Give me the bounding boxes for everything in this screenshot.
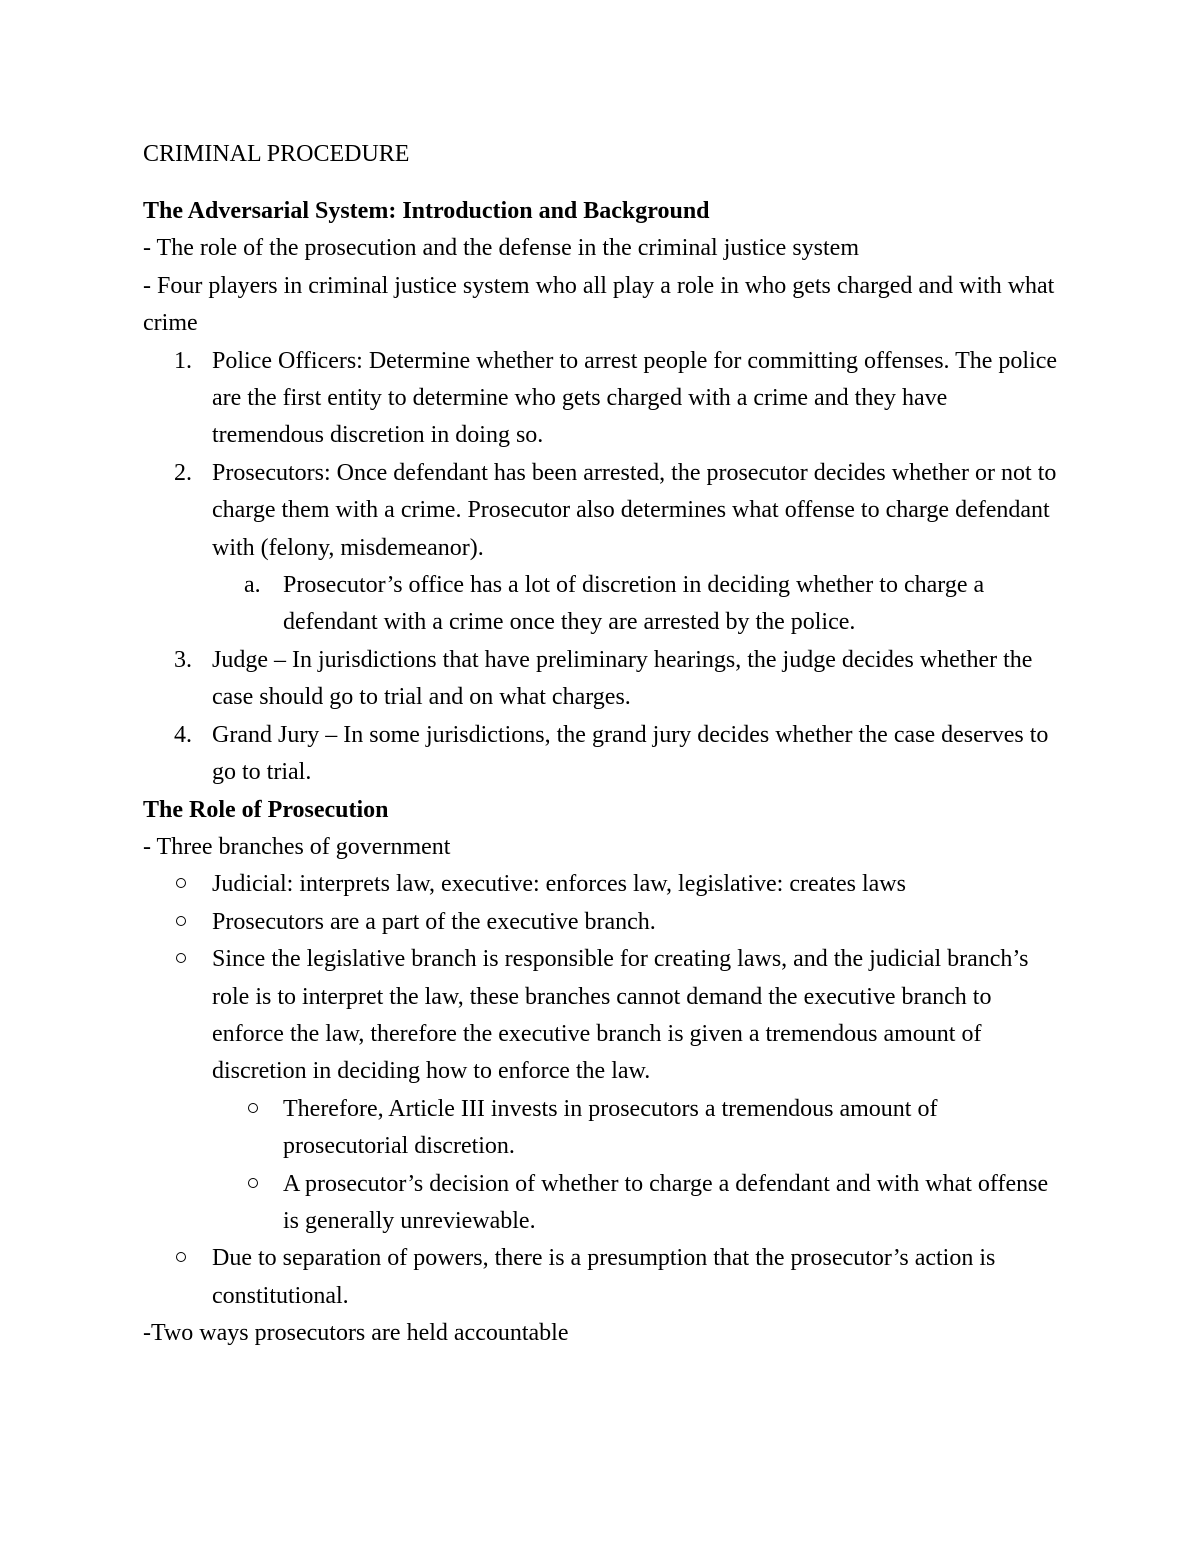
hollow-circle-bullet-icon xyxy=(176,953,186,963)
list-subitem-prosecutor-office xyxy=(143,567,1063,642)
list-item-text: Judge – In jurisdictions that have preliminary hearings, the judge decides whether the case should go to trial and on what charges. xyxy=(212,646,1033,711)
list-item-grand-jury xyxy=(143,717,1063,792)
bullet-text: Since the legislative branch is responsible for creating laws, and the judicial branch’s role is to interpret the law, these branches cannot demand the executive branch to enforce the law, therefore the executive branch is given a tremendous amount of discretion in deciding how to enforce the law. xyxy=(212,946,1029,1085)
list-number: 3. xyxy=(174,646,192,673)
document-title: CRIMINAL PROCEDURE xyxy=(143,141,410,167)
bullet-item-legislative-branch xyxy=(143,941,1063,1091)
hollow-circle-bullet-icon xyxy=(248,1103,258,1113)
hollow-circle-bullet-icon xyxy=(176,1252,186,1262)
list-number: 1. xyxy=(174,347,192,374)
list-item-prosecutors xyxy=(143,455,1063,567)
text-line-four-players: - Four players in criminal justice system who all play a role in who gets charged and with what crime xyxy=(143,272,1055,337)
hollow-circle-bullet-icon xyxy=(248,1178,258,1188)
list-item-text: Prosecutors: Once defendant has been arrested, the prosecutor decides whether or not to charge them with a crime. Prosecutor also determines what offense to charge defendant with (felony, misdemeanor). xyxy=(212,459,1057,561)
players-numbered-list xyxy=(143,343,1063,792)
bullet-text: Judicial: interprets law, executive: enforces law, legislative: creates laws xyxy=(212,871,906,898)
bullet-item-judicial-executive-legislative xyxy=(143,866,1063,903)
document-body xyxy=(143,193,1063,1353)
section-heading-role-of-prosecution: The Role of Prosecution xyxy=(143,796,389,823)
bullet-text: Prosecutors are a part of the executive branch. xyxy=(212,908,656,935)
text-line-three-branches: - Three branches of government xyxy=(143,833,451,860)
bullet-item-separation-of-powers xyxy=(143,1240,1063,1315)
bullet-text: Therefore, Article III invests in prosecutors a tremendous amount of prosecutorial discretion. xyxy=(283,1095,938,1160)
sub-bullet-item-unreviewable xyxy=(143,1166,1063,1241)
list-number: 2. xyxy=(174,459,192,486)
list-item-text: Police Officers: Determine whether to arrest people for committing offenses. The police are the first entity to determine who gets charged with a crime and they have tremendous discretion in doing so. xyxy=(212,347,1058,449)
sub-bullet-item-article-iii xyxy=(143,1091,1063,1166)
list-item-judge xyxy=(143,642,1063,717)
bullet-text: A prosecutor’s decision of whether to charge a defendant and with what offense is generally unreviewable. xyxy=(283,1170,1049,1234)
list-item-police-officers xyxy=(143,343,1063,455)
list-number: 4. xyxy=(174,721,192,748)
list-item-text: Prosecutor’s office has a lot of discretion in deciding whether to charge a defendant with a crime once they are arrested by the police. xyxy=(283,572,985,636)
bullet-item-prosecutors-executive xyxy=(143,904,1063,941)
hollow-circle-bullet-icon xyxy=(176,878,186,888)
text-line-role-of-prosecution-defense: - The role of the prosecution and the defense in the criminal justice system xyxy=(143,235,860,262)
list-letter: a. xyxy=(244,572,261,599)
hollow-circle-bullet-icon xyxy=(176,916,186,926)
bullet-text: Due to separation of powers, there is a presumption that the prosecutor’s action is constitutional. xyxy=(212,1245,996,1309)
section-heading-adversarial-system: The Adversarial System: Introduction and Background xyxy=(143,198,710,224)
list-item-text: Grand Jury – In some jurisdictions, the grand jury decides whether the case deserves to go to trial. xyxy=(212,721,1049,786)
text-line-two-ways-accountable: -Two ways prosecutors are held accountable xyxy=(143,1320,569,1347)
